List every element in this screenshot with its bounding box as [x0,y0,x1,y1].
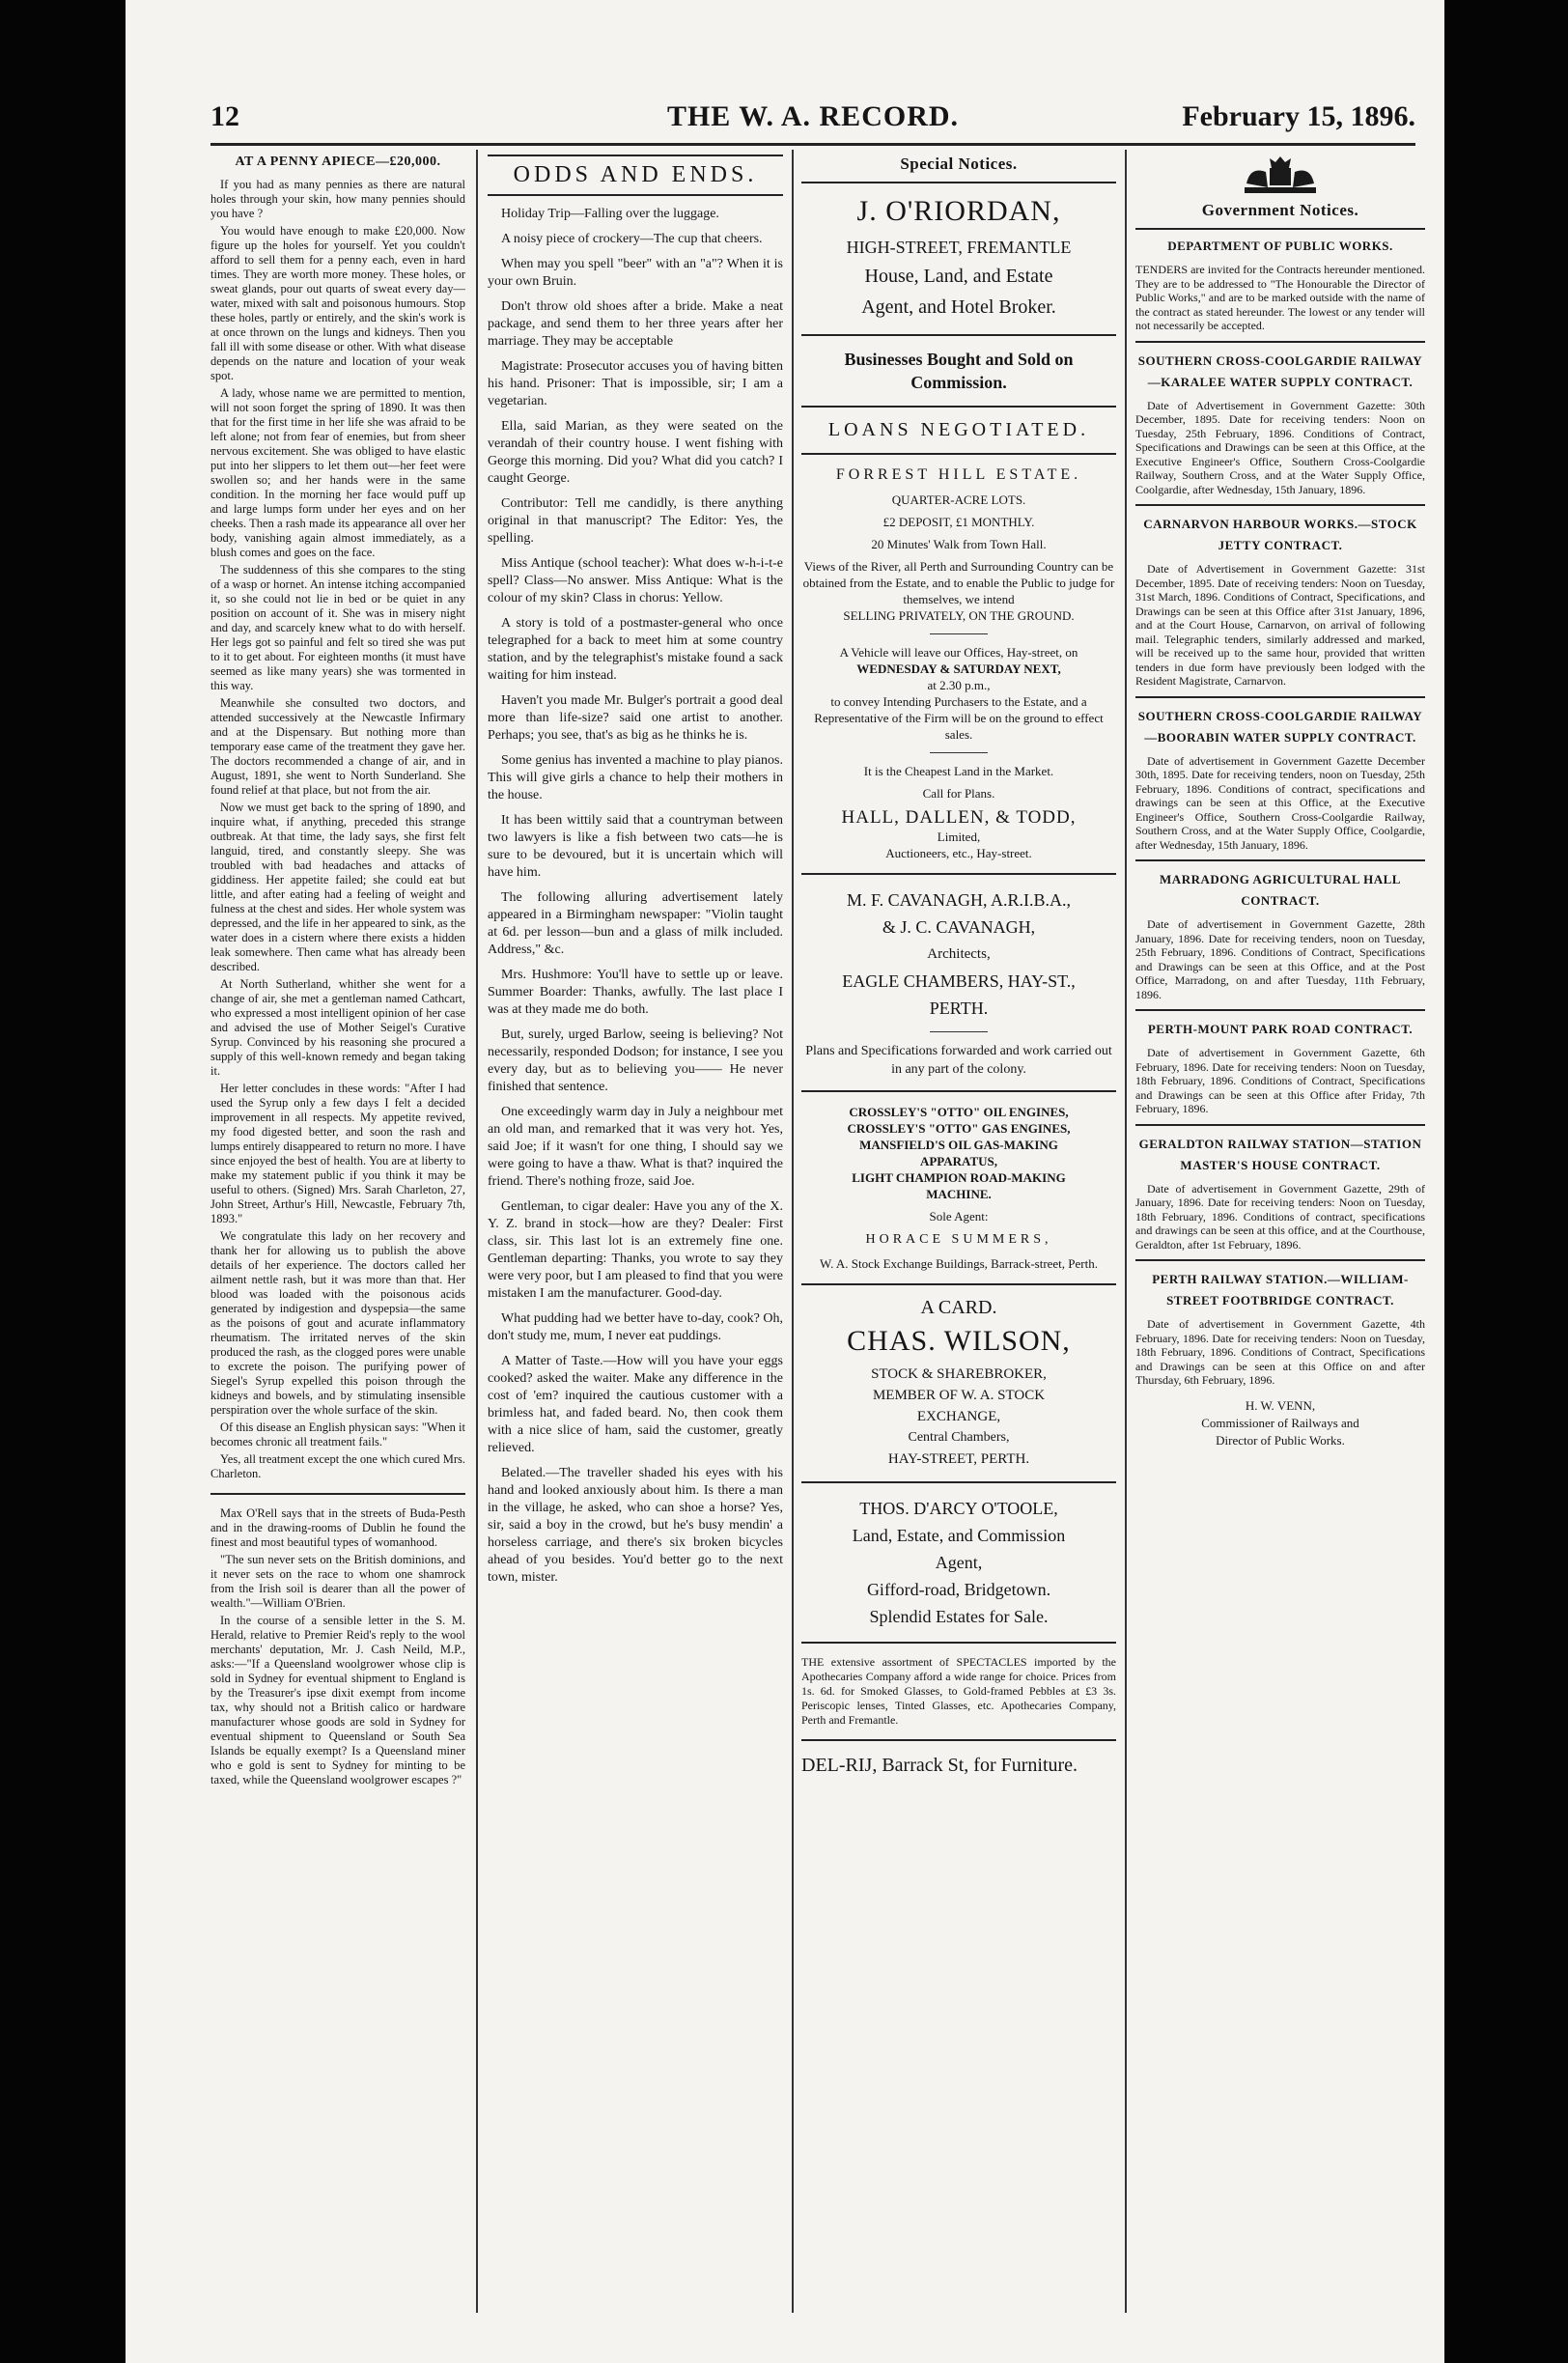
architect-city: PERTH. [929,999,989,1018]
otoole-advert [801,1495,1116,1630]
divider [1135,1124,1425,1126]
tender-notice [1135,504,1425,689]
column-divider [1125,150,1127,2313]
forrest-hill-advert [801,466,1116,861]
article-paragraph: You would have enough to make £20,000. Now figure up the holes for yourself. Yet you couldn't afford to sell them for a penny each, even in hard times. They are worth more money. These holes, or sweat glands, pour out quarts of sweat every day—water, mixed with salt and poisonous humours. Stop these holes, partly or entirely, and the skin's work is at once thrown on the lungs and kidneys. Then you fall ill with some disease or other. With what disease depends on the nature and location of your weak spot. [210,224,465,382]
joke-item: What pudding had we better have to-day, cook? Oh, don't study me, mum, I never eat puddings. [488,1311,783,1343]
architect-address: EAGLE CHAMBERS, HAY-ST., [842,971,1076,991]
engine-line: MACHINE. [926,1187,992,1201]
column-header: Special Notices. [900,155,1018,173]
tender-notice-body: Date of advertisement in Government Gazette, 28th January, 1896. Date for receiving tenders, noon on Tuesday, 25th February, 1896. Conditions of Contract, Specifications and Drawings can be seen at this Office, and at the Post Office, Marradong, on and after Tuesday, 11th February, 1896. [1135,917,1425,1001]
tender-notice-body: Date of advertisement in Government Gazette, 29th of January, 1896. Date for receiving tenders: Noon on Tuesday, 18th February, 1896. Conditions of contract, specifications and drawings can be seen at this office, and at the Courthouse, Geraldton, after 1st February, 1896. [1135,1181,1425,1252]
architect-name-2: & J. C. CAVANAGH, [882,917,1036,937]
joke-item: Miss Antique (school teacher): What does w-h-i-t-e spell? Class—No answer. Miss Antique: What is the colour of my skin? Class in chorus: Yellow. [488,556,783,605]
joke-item: Holiday Trip—Falling over the luggage. [501,207,719,221]
joke-item: The following alluring advertisement lately appeared in a Birmingham newspaper: "Violin taught at 6d. per lesson—bun and a glass of milk included. Address," &c. [488,890,783,957]
otoole-line: Agent, [935,1553,983,1572]
signature-title: Commissioner of Railways and [1201,1415,1359,1430]
tender-notice-title: CARNARVON HARBOUR WORKS.—STOCK JETTY CONTRACT. [1143,517,1417,552]
joke-item: One exceedingly warm day in July a neighbour met an old man, and remarked that it was very hot. Yes, said Joe; if it wasn't for one thing, I should say we were going to have a thaw. What is that? inquired the friend. There's nothing froze, said Joe. [488,1105,783,1189]
article-paragraphs [210,1506,465,1787]
divider [801,1642,1116,1644]
estate-deposit: £2 DEPOSIT, £1 MONTHLY. [882,515,1035,529]
otoole-line: Land, Estate, and Commission [852,1526,1066,1545]
engine-line: MANSFIELD'S OIL GAS-MAKING [859,1138,1058,1152]
divider [930,752,988,753]
signature-title-2: Director of Public Works. [1216,1432,1345,1448]
engine-line: CROSSLEY'S "OTTO" GAS ENGINES, [847,1121,1071,1136]
engine-line: CROSSLEY'S "OTTO" OIL ENGINES, [849,1105,1069,1119]
odds-and-ends-list [488,206,783,1587]
estate-views: Views of the River, all Perth and Surrounding Country can be obtained from the Estate, and to enable the Public to judge for themselves, we intend [802,559,1115,606]
article-paragraph: We congratulate this lady on her recovery and thank her for allowing us to publish the above details of her experience. The doctors called her ailment nettle rash, but it was more than that. Her blood was loaded with the poisonous acids generated by indigestion and dyspepsia—the same as the poisons of gout and acurate inflammatory rheumatism. The irritated nerves of the skin produced the rash, as the clogged pores were unable to excrete the poison. The purifying power of Siegel's Syrup expelled this poison through the kidneys and bowels, and by stimulating insensible perspiration over the whole surface of the skin. [210,1229,465,1417]
column-divider [792,150,794,2313]
divider [801,1481,1116,1483]
tender-notice-body: Date of Advertisement in Government Gazette: 30th December, 1895. Date for receiving tenders: Noon on Tuesday, 25th February, 1896. Conditions of Contract, Specifications and Drawings can be seen at this Office, at the Executive Engineer's Office, Southern Cross-Coolgardie Railway, Southern Cross, and at the Water Supply Office, Coolgardie, after Wednesday, 15th January, 1896. [1135,398,1425,496]
estate-convey: to convey Intending Purchasers to the Estate, and a Representative of the Firm will be on the ground to effect sales. [814,694,1104,742]
card-line: HAY-STREET, PERTH. [887,1451,1030,1467]
article-paragraph: Now we must get back to the spring of 1890, and inquire what, if anything, preceded this strange outbreak. At that time, the lady says, she first felt languid, tired, and constantly sleepy. She was troubled with bad headaches and attacks of giddiness. Her appetite failed; she could eat but little, and after eating had a feeling of weight and fulness at the chest and sides. Her whole system was depressed, and the life in her appeared to sink, as the water does in a cistern where there exists a hidden leak somewhere. Then came what has already been described. [210,801,465,973]
advert-line: Agent, and Hotel Broker. [861,296,1056,318]
divider [1135,696,1425,698]
joke-item: A Matter of Taste.—How will you have your eggs cooked? asked the waiter. Make any difference in the cost of 'em? inquired the cautious customer with a brimless hat, and faded beard. No, then cook them with a nice slice of ham, said the customer, greatly relieved. [488,1354,783,1455]
estate-plans: Call for Plans. [922,786,995,801]
card-name: CHAS. WILSON, [847,1325,1071,1357]
joke-item: When may you spell "beer" with an "a"? When it is your own Bruin. [488,257,783,289]
article-paragraph: A lady, whose name we are permitted to mention, will not soon forget the spring of 1890. It was then that for the first time in her life she was afraid to be left alone; not from fear of enemies, but from sheer nervous excitement. She was obliged to have elastic put into her slippers to let them out—her feet were swollen so; and her hands were in the same condition. In the morning her face would puff up and large lumps form under her eyes and on her cheeks. Then a rash made its appearance all over her body, vanishing again almost immediately, as a blush comes and goes on the face. [210,386,465,559]
tenders-intro: TENDERS are invited for the Contracts hereunder mentioned. They are to be addressed to "The Honourable the Director of Public Works," and are to be marked outside with the name of the contract as stated hereunder. The lowest or any tender will not necessarily be accepted. [1135,263,1425,332]
advert-address: HIGH-STREET, FREMANTLE [846,238,1072,257]
estate-selling: SELLING PRIVATELY, ON THE GROUND. [843,608,1075,623]
tender-notice-body: Date of Advertisement in Government Gazette: 31st December, 1895. Date of receiving tenders: Noon on Tuesday, 31st March, 1896. Conditions of Contract, Specifications, and Drawings can be seen at this Office after 31st January, 1896, and at the Court House, Carnarvon, on arrival of following mail. Telegraphic tenders, similarly addressed and marked, will be received up to the same hour, provided that written tenders in due form have previously been lodged with the Resident Magistrate, Carnarvon. [1135,562,1425,688]
article-paragraph: Of this disease an English physican says: "When it becomes chronic all treatment fails." [210,1421,465,1449]
tender-notice [1135,1259,1425,1388]
joke-item: But, surely, urged Barlow, seeing is believing? Not necessarily, responded Dodson; for instance, I see you every day, but as to believing you—— He never finished that sentence. [488,1027,783,1094]
loans-advert: LOANS NEGOTIATED. [827,419,1090,440]
otoole-line: Splendid Estates for Sale. [869,1607,1049,1626]
article-paragraph: The suddenness of this she compares to the sting of a wasp or hornet. An intense itching accompanied it, so she could not lie in bed or be quiet in any position on account of it. She was in misery night and day, and scarcely knew what to do with herself. Her legs got so painful and felt so tired she was put to it to get about. For eighteen months (it must have seemed as like many years) she was tormented in this way. [210,563,465,692]
tender-notice-body: Date of advertisement in Government Gazette, 6th February, 1896. Date for receiving tenders: Noon on Tuesday, 18th February, 1896. Conditions of Contract, Specifications and Drawings can be seen at this Office after Friday, 7th February, 1896. [1135,1046,1425,1115]
divider [1135,859,1425,861]
news-item: "The sun never sets on the British dominions, and it never sets on the race to whom one shamrock from the Irish soil is dearer than all the power of wealth."—William O'Brien. [210,1553,465,1610]
sole-agent-label: Sole Agent: [929,1209,989,1224]
advert-bold-line: Businesses Bought and Sold on Commission. [844,350,1074,392]
estate-walk: 20 Minutes' Walk from Town Hall. [871,537,1047,551]
joke-item: A noisy piece of crockery—The cup that cheers. [501,232,763,246]
article-headline: AT A PENNY APIECE—£20,000. [235,155,441,169]
tender-notice-title: GERALDTON RAILWAY STATION—STATION MASTER'S HOUSE CONTRACT. [1138,1136,1422,1172]
joke-item: Gentleman, to cigar dealer: Have you any of the X. Y. Z. brand in stock—how are they? Dealer: First class, sir. This last lot is an extremely fine one. Gentleman departing: Thanks, you wrote to say they were very poor, but I am pleased to find that you were mistaken I am the manufacturer. Good-day. [488,1199,783,1301]
news-item: In the course of a sensible letter in the S. M. Herald, relative to Premier Reid's reply to the wool merchants' deputation, Mr. J. Cash Neild, M.P., asks:—"If a Queensland woolgrower whose clip is sold in Sydney for eventual shipment to England is by the Treasurer's ipse dixit exempt from income tax, why should not a British calico or hardware manufacturer whose goods are sold in Sydney for eventual shipment to Queensland or South Sea Islands be equally exempt? Is a Queensland miner who e gold is sent to Sydney for minting to be taxed, while the Queensland woolgrower escapes ?" [210,1614,465,1786]
divider [1135,504,1425,506]
column-title: ODDS AND ENDS. [488,155,783,196]
joke-item: Ella, said Marian, as they were seated on the verandah of their country house. I went fishing with George this morning. Did you? What did you catch? I caught George. [488,419,783,486]
divider [801,1283,1116,1285]
joke-item: Belated.—The traveller shaded his eyes with his hand and looked anxiously about him. Is there a man in the village, he asked, who can shoe a horse? Yes, sir, said a boy in the crowd, but he's busy mendin' a horseless carriage, and there's six broken bicycles ahead of you besides. You'd better go to the next town, mister. [488,1466,783,1585]
joke-item: Magistrate: Prosecutor accuses you of having bitten his hand. Prisoner: That is impossible, sir; I am a vegetarian. [488,359,783,408]
article-paragraph: At North Sutherland, whither she went for a change of air, she met a gentleman named Cathcart, who expressed a most intelligent opinion of her case and advised the use of Mother Seigel's Curative Syrup. Convinced by his reasoning she procured a supply of this well-known remedy and began taking it. [210,977,465,1078]
masthead [210,93,1415,151]
newspaper-page [126,0,1444,2363]
tender-notice [1135,1124,1425,1252]
article-body [210,178,465,1481]
estate-lots: QUARTER-ACRE LOTS. [891,492,1026,507]
advert-line: House, Land, and Estate [864,266,1053,287]
column-odds-and-ends [488,155,783,2327]
otoole-name: THOS. D'ARCY O'TOOLE, [859,1499,1058,1518]
auctioneer-firm-limited: Limited, [937,830,981,844]
column-special-notices [801,155,1116,2327]
tender-notice-body: Date of advertisement in Government Gazette, 4th February, 1896. Date for receiving tenders: Noon on Tuesday, 18th February, 1896. Conditions of Contract, Specifications and Drawings can be seen at this Office on and after Thursday, 6th February, 1896. [1135,1317,1425,1387]
crossley-advert [801,1104,1116,1272]
card-title: A CARD. [920,1297,997,1318]
joke-item: A story is told of a postmaster-general who once telegraphed for a back to meet him at some country station, and by the telegraphist's mistake found a sack waiting for him instead. [488,616,783,683]
article-paragraph: Her letter concludes in these words: "After I had used the Syrup only a few days I felt a decided improvement in all respects. My appetite revived, my food digested better, and soon the rash and lumps entirely disappeared to return no more. I have since enjoyed the best of health. You are at liberty to make my statement public if you think it may be useful to others. (Signed) Mrs. Sarah Charleton, 27, John Street, Arthur's Hill, Newcastle, February 7th, 1893." [210,1082,465,1225]
tender-notice-title: PERTH RAILWAY STATION.—WILLIAM-STREET FOOTBRIDGE CONTRACT. [1152,1272,1409,1308]
newspaper-title: THE W. A. RECORD. [666,100,960,132]
tender-notice-title: PERTH-MOUNT PARK ROAD CONTRACT. [1147,1022,1414,1036]
news-item: Max O'Rell says that in the streets of Buda-Pesth and in the drawing-rooms of Dublin he found the finest and most beautiful types of womanhood. [210,1506,465,1549]
divider [1135,1009,1425,1011]
joke-item: Some genius has invented a machine to play pianos. This will give girls a chance to help their mothers in the house. [488,753,783,802]
joke-item: Haven't you made Mr. Bulger's portrait a good deal more than life-size? said one artist to another. Perhaps; you see, that's as big as he thinks he is. [488,693,783,743]
divider [801,873,1116,875]
advert-name: J. O'RIORDAN, [856,195,1061,227]
estate-vehicle: A Vehicle will leave our Offices, Hay-street, on [839,645,1078,660]
card-line: EXCHANGE, [916,1409,1001,1424]
divider [1135,228,1425,230]
column-header: Government Notices. [1201,201,1359,219]
oriordan-advert [801,195,1116,394]
architect-note: Plans and Specifications forwarded and work carried out in any part of the colony. [805,1044,1112,1077]
article-paragraph: If you had as many pennies as there are natural holes through your skin, how many pennies should you have ? [210,178,465,220]
tender-notices [1135,341,1425,1388]
auctioneer-firm: HALL, DALLEN, & TODD, [841,807,1077,828]
tender-notice [1135,859,1425,1001]
column-divider [476,150,478,2313]
joke-item: It has been wittily said that a countryman between two lawyers is like a fish between two cats—he is sure to be devoured, but it is uncertain which will have him. [488,813,783,880]
divider [1135,1259,1425,1261]
engine-line: APPARATUS, [919,1154,998,1168]
article-divider [210,1493,465,1495]
estate-cheapest: It is the Cheapest Land in the Market. [863,764,1054,778]
article-paragraph: Meanwhile she consulted two doctors, and attended successively at the Newcastle Infirmary and at the Dispensary. But nothing more than temporary ease came of the treatment they gave her. The doctors recommended a change of air, and in August, 1891, she went to North Sunderland. She found relief at that place, but not from the air. [210,696,465,797]
card-line: Central Chambers, [908,1430,1010,1445]
tender-notice-title: MARRADONG AGRICULTURAL HALL CONTRACT. [1160,872,1401,908]
estate-time: at 2.30 p.m., [927,678,991,692]
column-government-notices [1135,155,1425,2327]
joke-item: Contributor: Tell me candidly, is there anything original in that manuscript? The Editor: Yes, the spelling. [488,496,783,546]
auctioneer-address: Auctioneers, etc., Hay-street. [885,846,1032,860]
otoole-line: Gifford-road, Bridgetown. [866,1580,1051,1599]
tender-notice [1135,1009,1425,1116]
wilson-card-advert [801,1297,1116,1470]
joke-item: Don't throw old shoes after a bride. Make a neat package, and send them to her three years after her marriage. They may be acceptable [488,299,783,349]
divider [801,406,1116,408]
architect-name: M. F. CAVANAGH, A.R.I.B.A., [847,890,1071,910]
divider [930,1031,988,1032]
tender-notice-body: Date of advertisement in Government Gazette December 30th, 1895. Date for receiving tenders, noon on Tuesday, 25th February, 1896. Conditions of contract, specifications and drawings can be seen at this Office, at the Executive Engineer's Office, Southern Cross-Coolgardie Railway, Southern Cross, and at the Water Supply Office, Coolgardie, after Wednesday, 15th January, 1896. [1135,753,1425,852]
tender-notice [1135,696,1425,853]
divider [1135,341,1425,343]
architect-title: Architects, [927,946,991,962]
signature-name: H. W. VENN, [1245,1397,1316,1413]
divider [801,182,1116,183]
divider [801,1739,1116,1741]
engine-line: LIGHT CHAMPION ROAD-MAKING [852,1170,1066,1185]
estate-days: WEDNESDAY & SATURDAY NEXT, [856,661,1061,676]
spectacles-advert: THE extensive assortment of SPECTACLES imported by the Apothecaries Company afford a wide range for choice. Prices from 1s. 6d. for Smoked Glasses, to Gold-framed Pebbles at £3 3s. Periscopic lenses, Tinted Glasses, etc. Apothecaries Company, Perth and Fremantle. [801,1655,1116,1727]
divider [801,334,1116,336]
page-number: 12 [210,100,239,132]
sole-agent-address: W. A. Stock Exchange Buildings, Barrack-street, Perth. [820,1256,1098,1271]
tender-notice [1135,341,1425,497]
royal-crest-icon [1237,155,1324,197]
divider [801,453,1116,455]
cavanagh-advert [801,886,1116,1079]
estate-title: FORREST HILL ESTATE. [835,466,1082,483]
article-paragraph: Yes, all treatment except the one which cured Mrs. Charleton. [210,1452,465,1480]
masthead-rule [210,143,1415,146]
issue-date: February 15, 1896. [1182,100,1415,132]
tender-notice-title: SOUTHERN CROSS-COOLGARDIE RAILWAY—KARALEE WATER SUPPLY CONTRACT. [1137,352,1423,389]
card-line: STOCK & SHAREBROKER, [871,1366,1047,1382]
delrij-advert: DEL-RIJ, Barrack St, for Furniture. [801,1755,1078,1776]
department-title: DEPARTMENT OF PUBLIC WORKS. [1167,239,1393,253]
divider [801,1090,1116,1092]
column-penny-apiece [210,155,465,2327]
card-line: MEMBER OF W. A. STOCK [872,1388,1046,1403]
divider [930,633,988,634]
sole-agent-name: HORACE SUMMERS, [865,1232,1052,1247]
joke-item: Mrs. Hushmore: You'll have to settle up or leave. Summer Boarder: Thanks, awfully. The last place I was at they made me do both. [488,968,783,1017]
tender-notice-title: SOUTHERN CROSS-COOLGARDIE RAILWAY—BOORABIN WATER SUPPLY CONTRACT. [1137,708,1423,745]
